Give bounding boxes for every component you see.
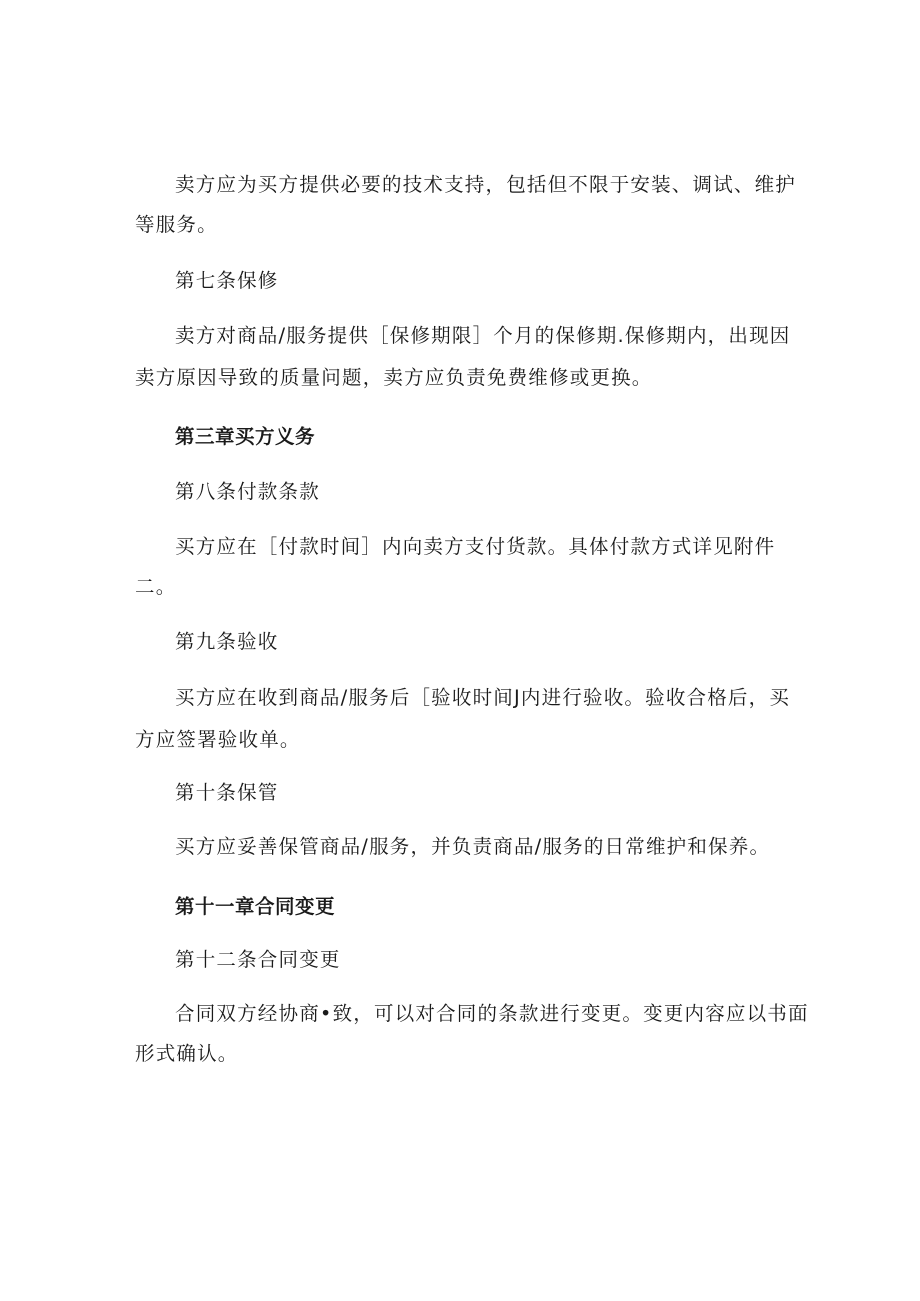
article-12-title: 第十二条合同变更 [175,948,341,971]
paragraph-tech-support-line-2: 等服务。 [135,213,218,236]
paragraph-warranty-line-2: 卖方原因导致的质量问题，卖方应负责免费维修或更换。 [135,366,653,389]
paragraph-amendment-line-2: 形式确认。 [135,1042,239,1065]
article-8-title: 第八条付款条款 [175,480,320,503]
article-9-title: 第九条验收 [175,630,279,653]
paragraph-warranty-line-1: 卖方对商品/服务提供［保修期限］个月的保修期.保修期内，出现因 [175,324,791,347]
paragraph-payment-line-2: 二。 [135,575,177,598]
article-7-title: 第七条保修 [175,269,279,292]
paragraph-inspection-line-2: 方应签署验收单。 [135,728,301,751]
paragraph-inspection-line-1: 买方应在收到商品/服务后［验收时间J内进行验收。验收合格后，买 [175,686,791,709]
article-10-title: 第十条保管 [175,781,279,804]
paragraph-custody-line-1: 买方应妥善保管商品/服务，并负责商品/服务的日常维护和保养。 [175,835,771,858]
paragraph-amendment-line-1: 合同双方经协商•致，可以对合同的条款进行变更。变更内容应以书面 [175,1002,809,1025]
paragraph-tech-support-line-1: 卖方应为买方提供必要的技术支持，包括但不限于安装、调试、维护 [175,173,797,196]
chapter-11-title: 第十一章合同变更 [175,895,336,918]
paragraph-payment-line-1: 买方应在［付款时间］内向卖方支付货款。具体付款方式详见附件 [175,535,776,558]
chapter-3-title: 第三章买方义务 [175,425,316,448]
